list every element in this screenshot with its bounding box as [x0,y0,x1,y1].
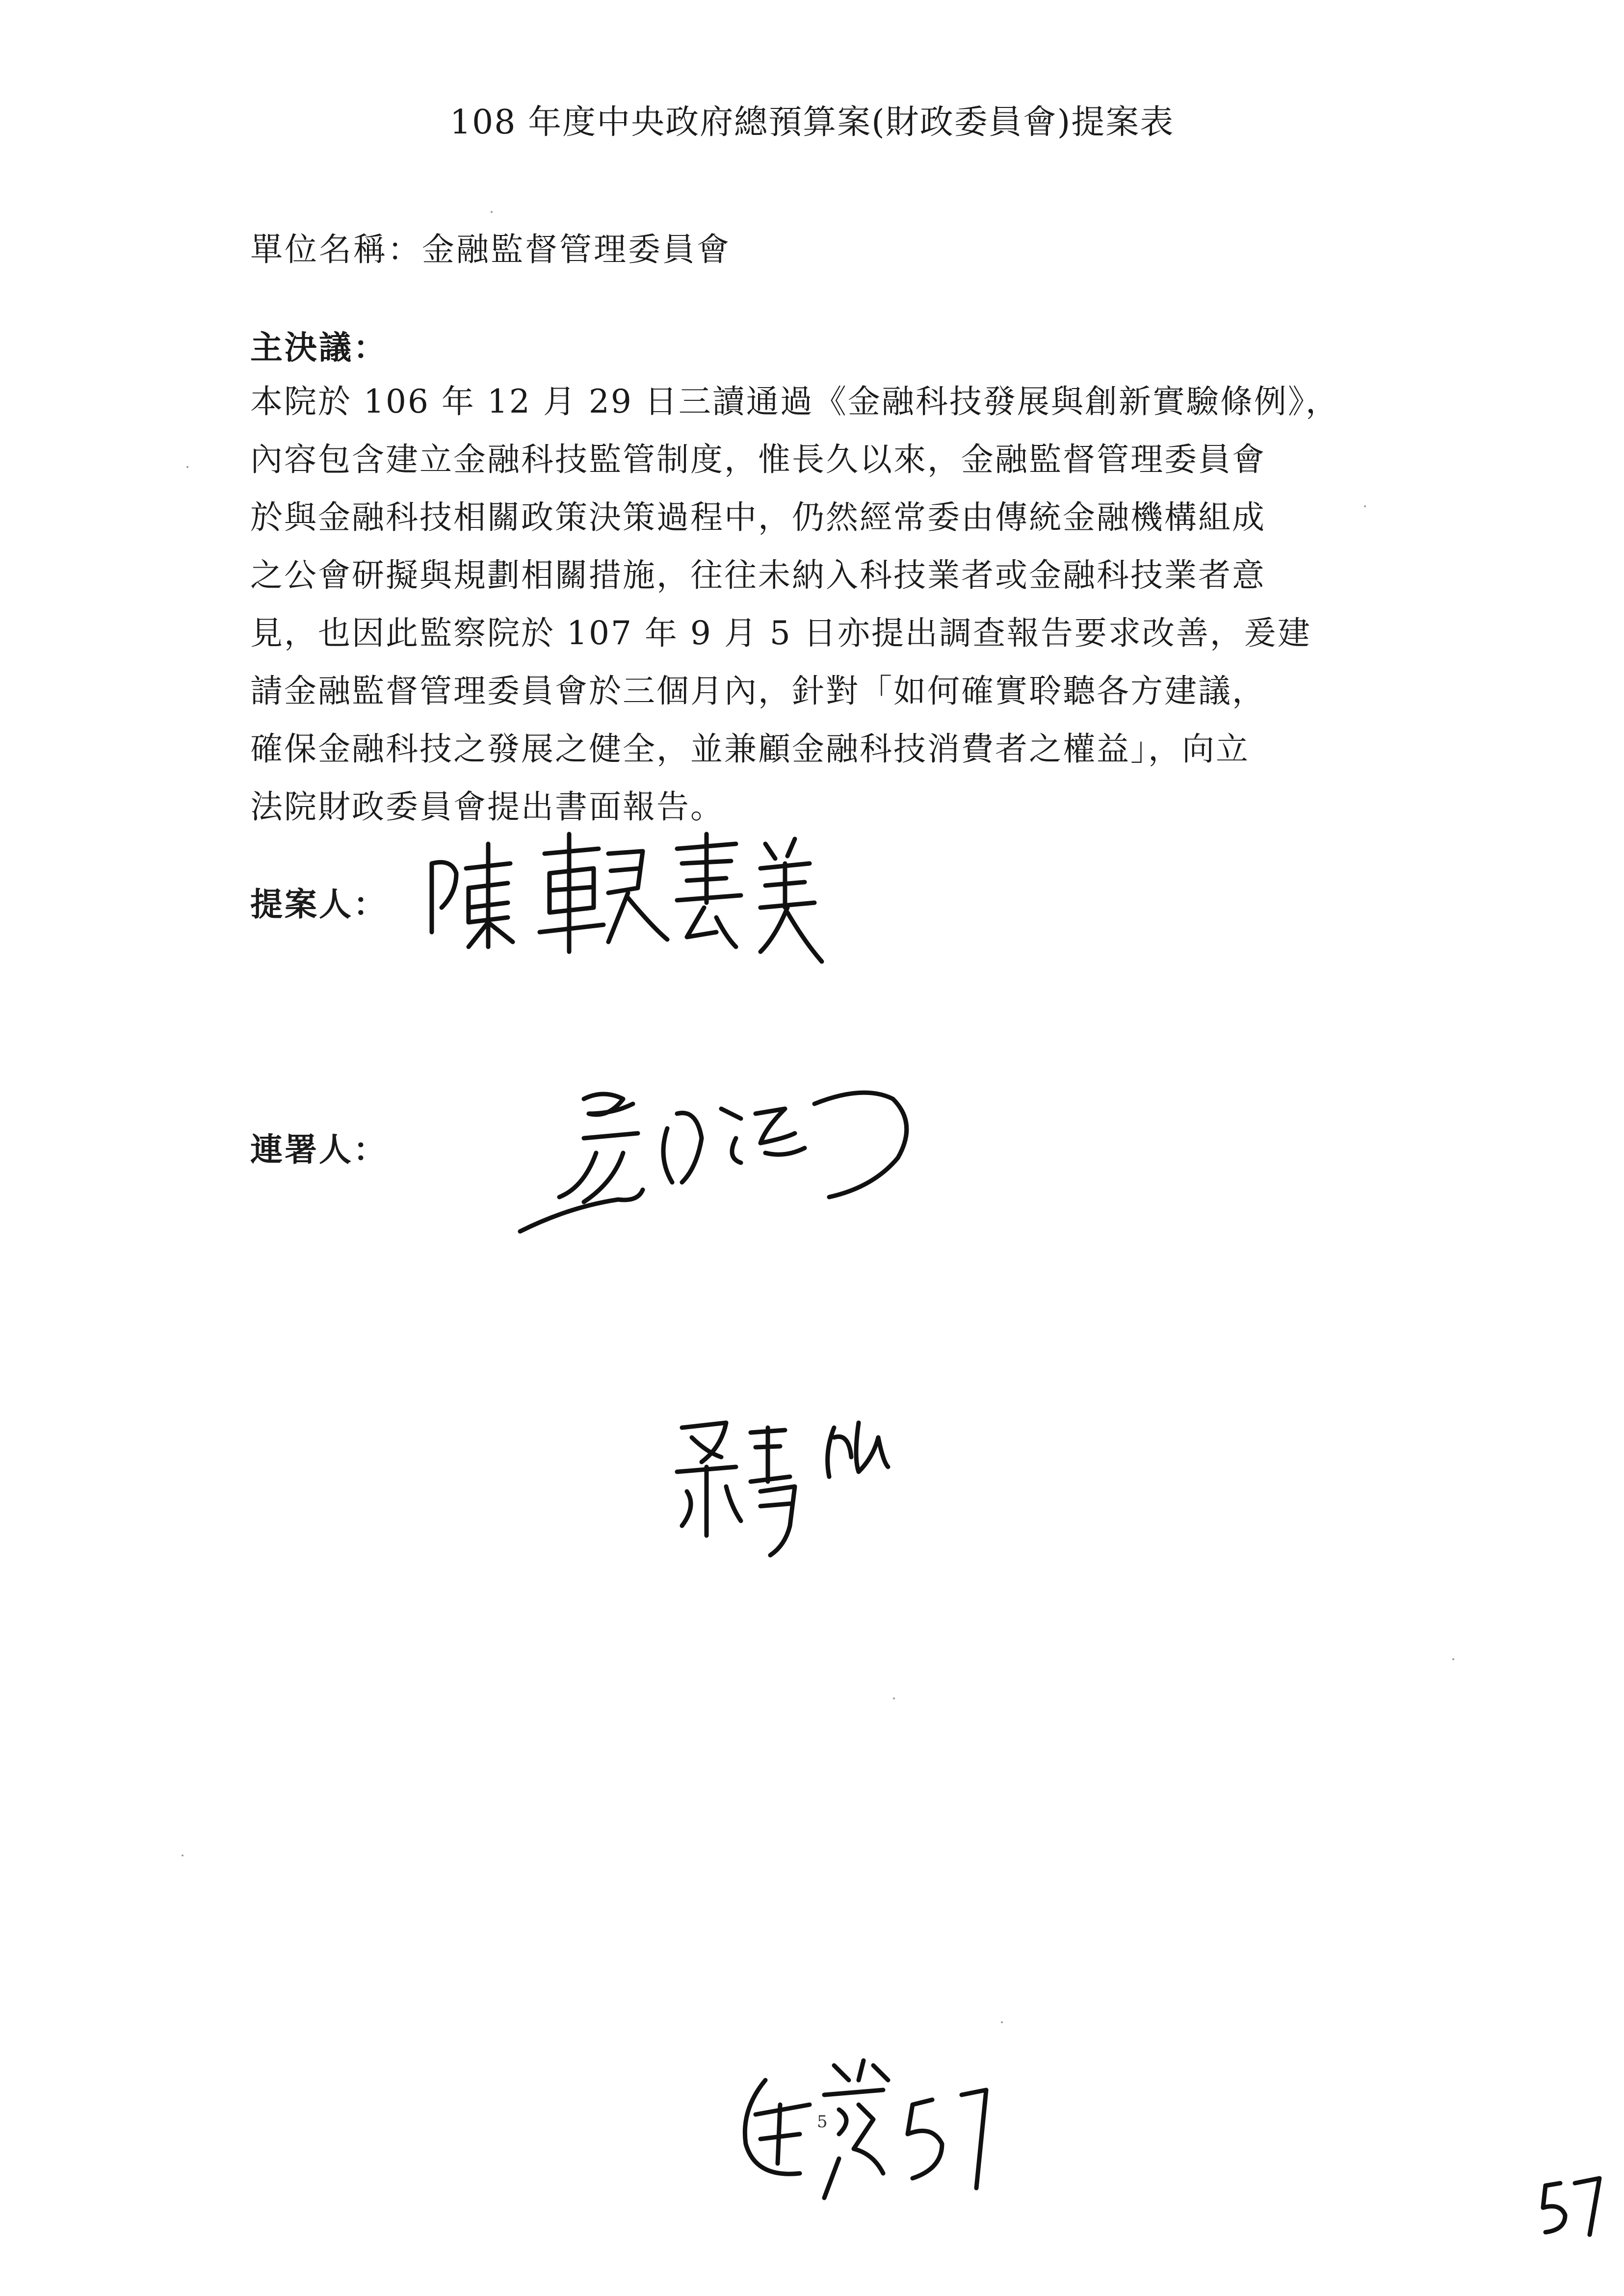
resolution-line: 法院財政委員會提出書面報告。 [250,788,724,826]
resolution-line: 內容包含建立金融科技監管制度，惟長久以來，金融監督管理委員會 [250,441,1266,478]
scan-speck [491,211,493,213]
resolution-line: 本院於 106 年 12 月 29 日三讀通過《金融科技發展與創新實驗條例》， [250,383,1339,420]
scan-speck [182,1854,183,1856]
cosigner-label: 連署人： [250,1130,388,1169]
cosigner-signature-1 [510,1084,942,1231]
scan-speck [1001,2021,1003,2023]
resolution-line: 確保金融科技之發展之健全，並兼顧金融科技消費者之權益」，向立 [250,730,1250,768]
scan-speck [1452,1658,1454,1660]
resolution-line: 之公會研擬與規劃相關措施，往往未納入科技業者或金融科技業者意 [250,556,1266,594]
scan-speck [186,466,188,468]
corner-handwritten-mark [1541,2173,1604,2237]
document-title: 108 年度中央政府總預算案(財政委員會)提案表 [449,103,1175,142]
resolution-body [250,373,1393,836]
cosigner-signature-2 [672,1408,898,1575]
scan-speck [893,1697,895,1699]
scan-speck [1364,505,1366,507]
resolution-heading: 主決議： [250,328,388,366]
resolution-line: 請金融監督管理委員會於三個月內，針對「如何確實聆聽各方建議， [250,672,1266,710]
proposer-signature [422,834,824,981]
bottom-handwritten-mark [726,2051,1001,2203]
proposer-label: 提案人： [250,885,388,923]
unit-name-line: 單位名稱：金融監督管理委員會 [250,231,731,268]
resolution-line: 於與金融科技相關政策決策過程中，仍然經常委由傳統金融機構組成 [250,498,1266,536]
resolution-line: 見，也因此監察院於 107 年 9 月 5 日亦提出調查報告要求改善，爰建 [250,614,1311,652]
printed-page-number: 5 [817,2112,828,2132]
